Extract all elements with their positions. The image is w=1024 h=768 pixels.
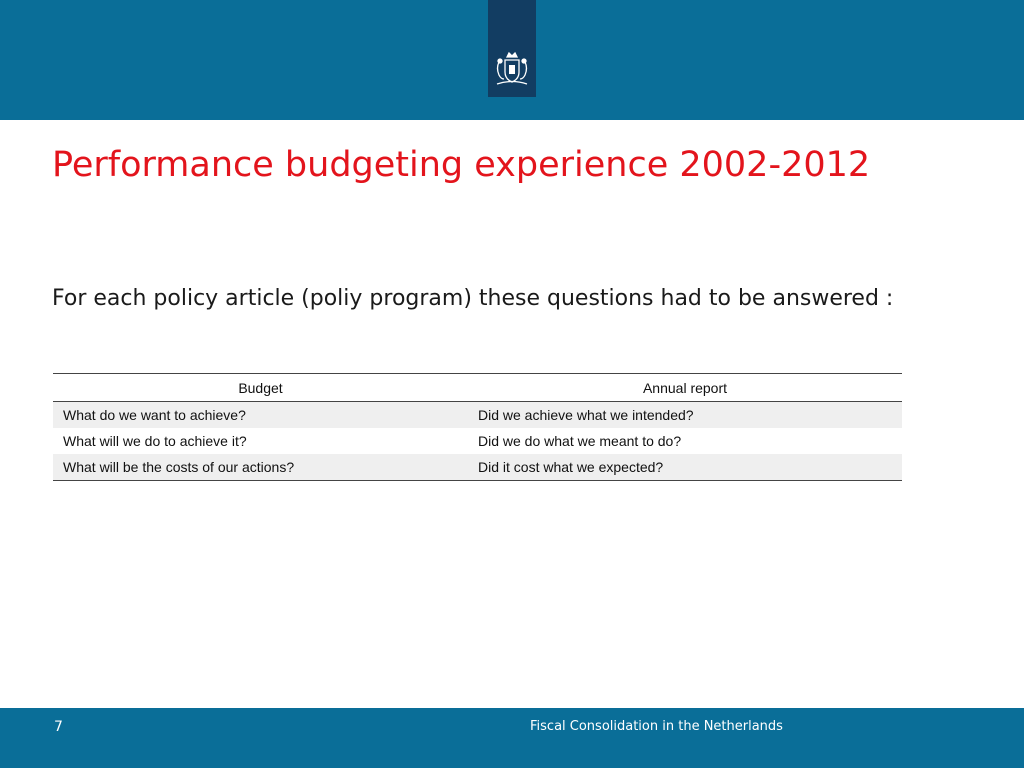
table-row <box>53 402 902 429</box>
footer-text: Fiscal Consolidation in the Netherlands <box>530 719 783 734</box>
column-header-budget: Budget <box>53 374 468 402</box>
table-cell: Did we do what we meant to do? <box>478 433 682 449</box>
table-cell: What do we want to achieve? <box>53 402 468 429</box>
header-bar <box>0 0 1024 120</box>
table-row <box>53 428 902 454</box>
coat-of-arms-icon <box>491 48 533 90</box>
intro-text: For each policy article (poliy program) these questions had to be answered : <box>52 286 894 311</box>
footer-bar <box>0 708 1024 768</box>
questions-table <box>53 373 902 481</box>
slide-title: Performance budgeting experience 2002-2012 <box>52 145 871 185</box>
government-logo <box>488 0 536 97</box>
page-number: 7 <box>54 719 63 735</box>
table-cell: What will be the costs of our actions? <box>53 454 468 481</box>
table-cell: Did we achieve what we intended? <box>468 402 902 429</box>
table-cell: Did it cost what we expected? <box>468 454 902 481</box>
table-cell: What will we do to achieve it? <box>63 433 247 449</box>
table-row <box>53 454 902 481</box>
table-header-row <box>53 374 902 402</box>
column-header-annual-report: Annual report <box>468 374 902 402</box>
